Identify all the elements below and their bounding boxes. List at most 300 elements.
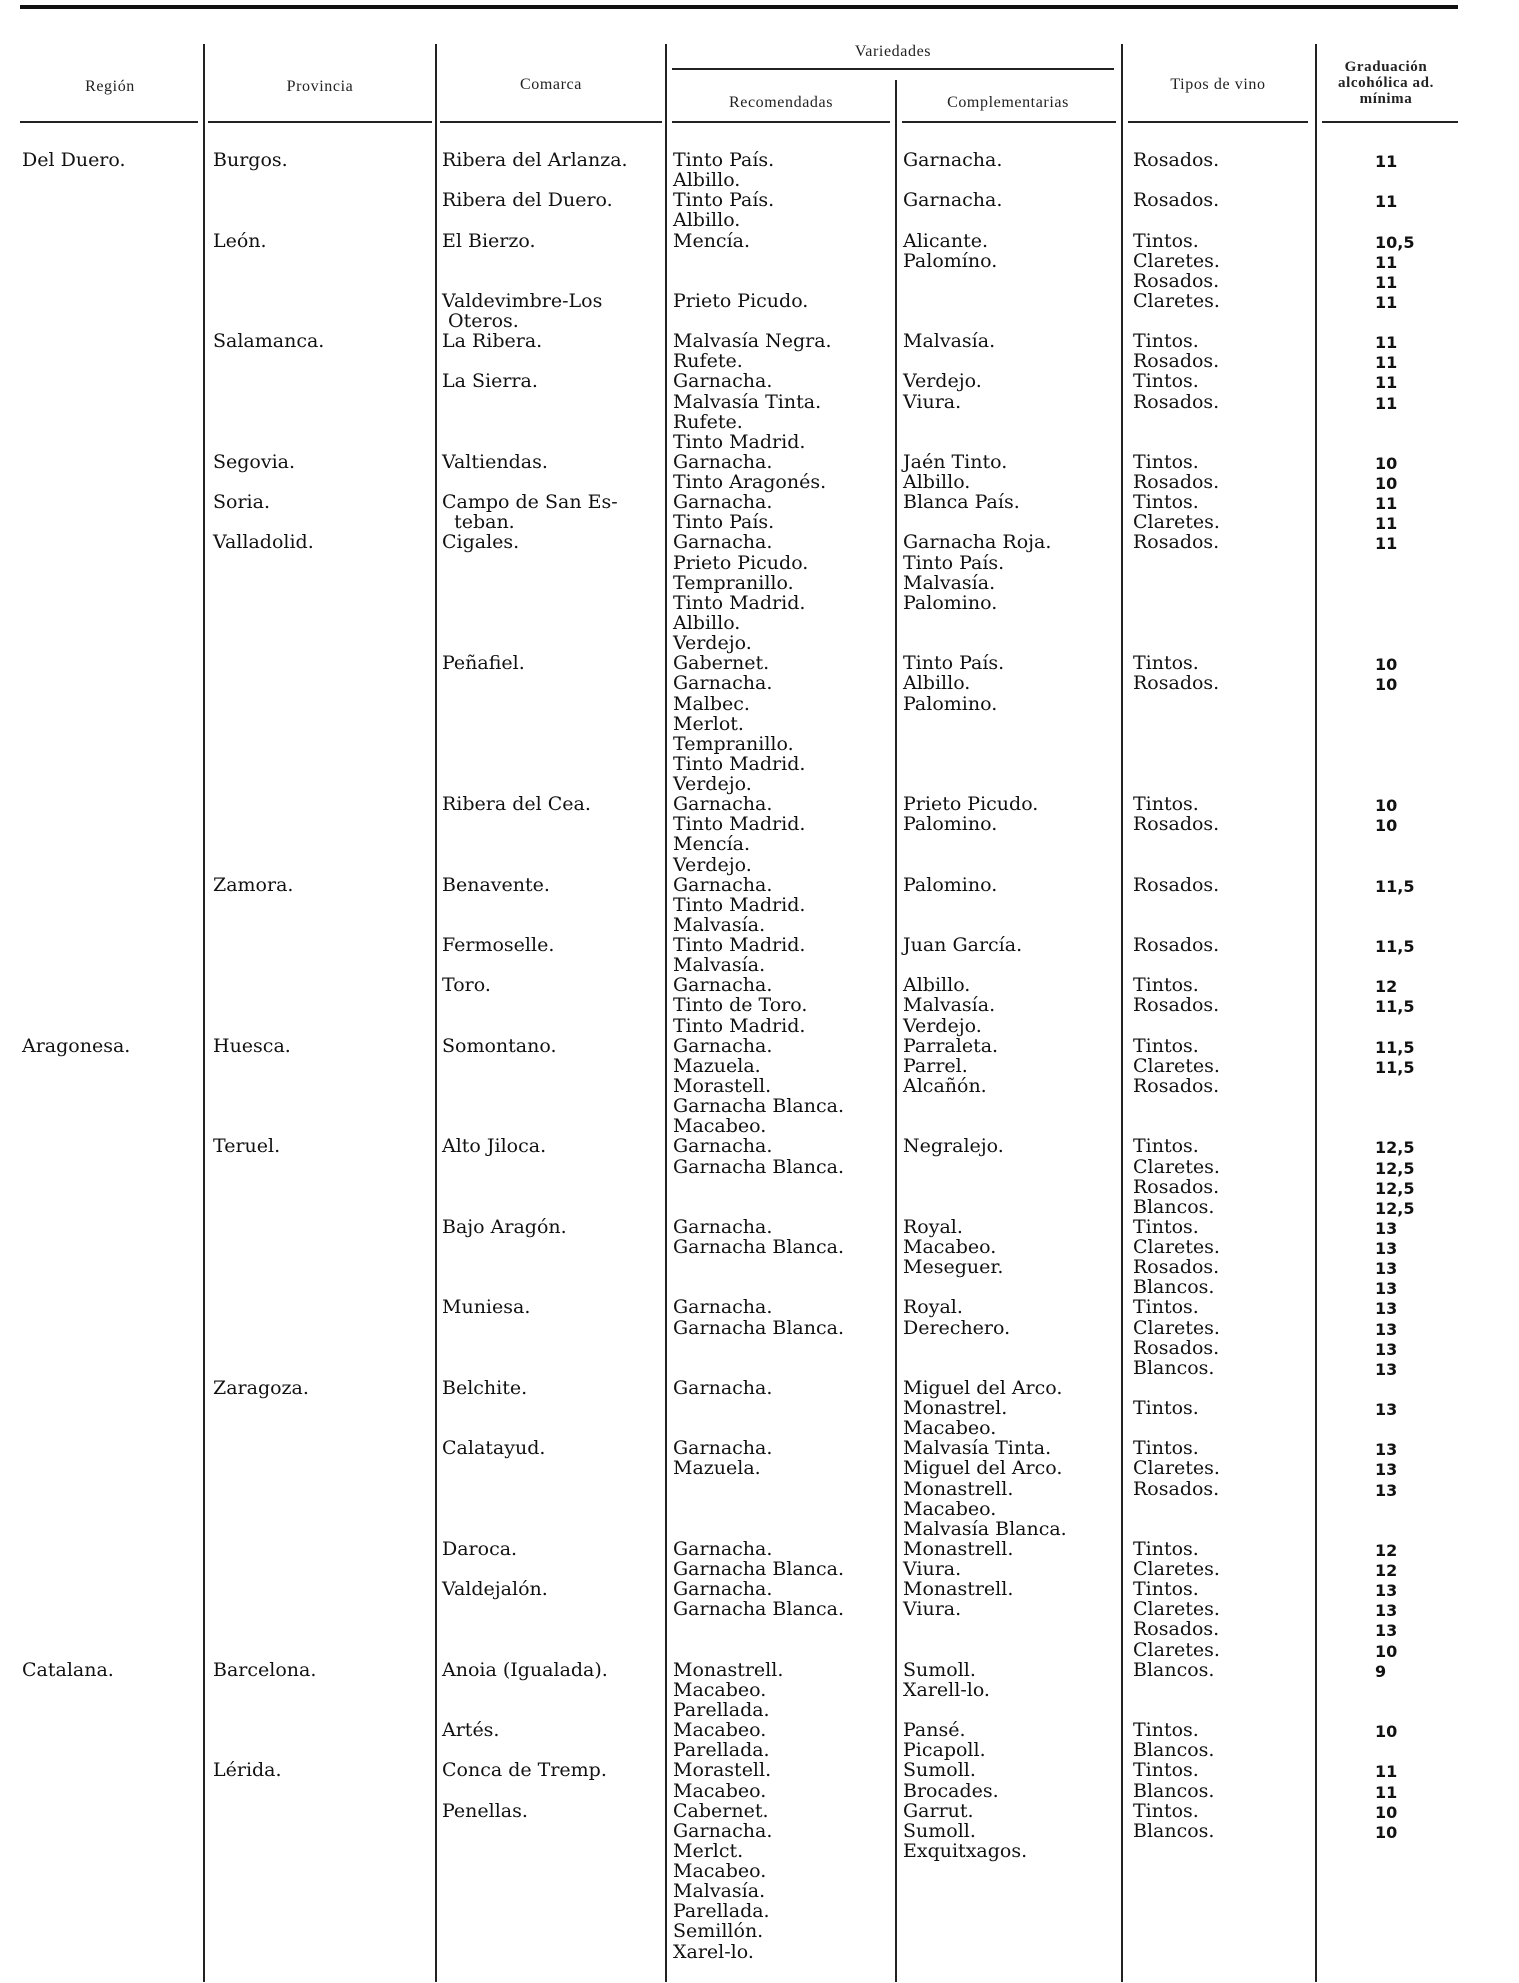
cell-tipos: Claretes. [1133,1638,1220,1661]
cell-recomendadas: Mencía. [673,833,751,856]
cell-provincia: Soria. [213,491,270,514]
column-divider-1 [203,44,205,1982]
cell-recomendadas: Garnacha. [673,370,773,393]
cell-tipos: Tintos. [1133,1215,1199,1238]
cell-recomendadas: Morastell. [673,1074,772,1097]
cell-recomendadas: Mazuela. [673,1054,761,1077]
cell-tipos: Rosados. [1133,1336,1220,1359]
cell-complementarias: Blanca País. [903,491,1020,514]
cell-tipos: Rosados. [1133,873,1220,896]
cell-region: Del Duero. [22,149,126,171]
cell-recomendadas: Tinto Madrid. [673,430,806,453]
rule-header-region [20,121,198,123]
cell-complementarias: Derechero. [903,1316,1011,1339]
cell-tipos: Tintos. [1133,450,1199,473]
cell-tipos: Claretes. [1133,1457,1220,1480]
cell-recomendadas: Malvasía. [673,954,766,977]
cell-graduacion: 10 [1375,1802,1398,1822]
cell-tipos: Blancos. [1133,1819,1215,1842]
cell-tipos: Rosados. [1133,1477,1220,1500]
cell-recomendadas: Parellada. [673,1900,770,1923]
cell-complementarias: Negralejo. [903,1135,1004,1158]
rule-header-complementarias [902,121,1116,123]
cell-tipos: Rosados. [1133,471,1220,494]
cell-recomendadas: Tinto País. [673,149,775,171]
cell-tipos: Tintos. [1133,1296,1199,1319]
cell-recomendadas: Gabernet. [673,652,770,675]
cell-tipos: Claretes. [1133,1558,1220,1581]
cell-complementarias: Brocades. [903,1779,999,1802]
cell-complementarias: Garnacha. [903,189,1003,212]
cell-graduacion: 12 [1375,1561,1398,1581]
cell-provincia: Teruel. [213,1135,281,1158]
cell-complementarias: Garnacha. [903,149,1003,171]
cell-recomendadas: Macabeo. [673,1779,767,1802]
cell-graduacion: 13 [1375,1339,1398,1359]
cell-recomendadas: Merlot. [673,712,744,735]
rule-header-graduacion [1322,121,1458,123]
cell-complementarias: Tinto País. [903,551,1005,574]
cell-recomendadas: Malbec. [673,692,750,715]
cell-recomendadas: Garnacha. [673,793,773,816]
cell-tipos: Rosados. [1133,1074,1220,1097]
cell-tipos: Tintos. [1133,1397,1199,1420]
cell-complementarias: Malvasía. [903,330,996,353]
cell-graduacion: 10 [1375,655,1398,675]
cell-graduacion: 13 [1375,1480,1398,1500]
cell-graduacion: 10 [1375,474,1398,494]
cell-recomendadas: Parellada. [673,1699,770,1721]
cell-tipos: Tintos. [1133,1034,1199,1057]
cell-tipos: Tintos. [1133,229,1199,252]
cell-tipos: Blancos. [1133,1739,1215,1762]
cell-comarca: El Bierzo. [442,229,536,252]
header-tipos-de-vino: Tipos de vino [1170,76,1266,93]
cell-tipos: Tintos. [1133,1135,1199,1158]
cell-graduacion: 12,5 [1375,1178,1415,1198]
cell-complementarias: Tinto País. [903,652,1005,675]
cell-tipos: Blancos. [1133,1356,1215,1379]
header-region: Región [85,78,135,95]
cell-comarca: Belchite. [442,1376,528,1399]
cell-graduacion: 11 [1375,272,1398,292]
rule-header-recomendadas [672,121,890,123]
cell-graduacion: 11,5 [1375,876,1415,896]
cell-recomendadas: Garnacha. [673,873,773,896]
cell-recomendadas: Monastrell. [673,1658,784,1681]
header-comarca: Comarca [520,76,582,93]
cell-tipos: Claretes. [1133,289,1220,312]
cell-tipos: Tintos. [1133,1437,1199,1460]
cell-complementarias: Meseguer. [903,1256,1004,1279]
cell-recomendadas: Garnacha. [673,531,773,554]
cell-comarca: Muniesa. [442,1296,531,1319]
cell-tipos: Blancos. [1133,1658,1215,1681]
cell-recomendadas: Prieto Picudo. [673,551,809,574]
cell-complementarias: Miguel del Arco. [903,1376,1063,1399]
cell-complementarias: Albillo. [903,974,971,997]
cell-comarca: Penellas. [442,1799,528,1822]
cell-comarca: teban. [442,511,515,534]
cell-complementarias: Palomino. [903,873,998,896]
cell-tipos: Tintos. [1133,1578,1199,1601]
cell-complementarias: Sumoll. [903,1658,976,1681]
cell-recomendadas: Rufete. [673,410,743,433]
cell-comarca: Toro. [442,974,491,997]
cell-complementarias: Picapoll. [903,1739,986,1762]
cell-complementarias: Alicante. [903,229,988,252]
cell-recomendadas: Garnacha Blanca. [673,1598,845,1621]
cell-graduacion: 13 [1375,1440,1398,1460]
cell-comarca: Somontano. [442,1034,557,1057]
cell-graduacion: 13 [1375,1359,1398,1379]
cell-graduacion: 11 [1375,192,1398,212]
cell-tipos: Rosados. [1133,189,1220,212]
cell-comarca: Peñafiel. [442,652,525,675]
header-graduacion: Graduación alcohólica ad. mínima [1338,59,1434,107]
cell-graduacion: 11,5 [1375,1057,1415,1077]
cell-comarca: Anoia (Igualada). [442,1658,608,1681]
cell-comarca: Benavente. [442,873,550,896]
cell-comarca: Ribera del Arlanza. [442,149,628,171]
cell-graduacion: 11 [1375,292,1398,312]
cell-graduacion: 13 [1375,1319,1398,1339]
cell-tipos: Rosados. [1133,531,1220,554]
cell-tipos: Rosados. [1133,390,1220,413]
cell-graduacion: 11,5 [1375,1037,1415,1057]
rule-variedades [672,68,1114,70]
cell-graduacion: 11 [1375,152,1398,171]
cell-recomendadas: Garnacha. [673,1296,773,1319]
cell-recomendadas: Malvasía. [673,1880,766,1903]
cell-comarca: Valdejalón. [442,1578,548,1601]
cell-graduacion: 12 [1375,1540,1398,1560]
cell-provincia: Zaragoza. [213,1376,309,1399]
cell-complementarias: Verdejo. [903,1014,982,1037]
cell-complementarias: Albillo. [903,471,971,494]
cell-recomendadas: Tinto Aragonés. [673,471,827,494]
cell-provincia: Burgos. [213,149,288,171]
cell-complementarias: Sumoll. [903,1819,976,1842]
cell-tipos: Tintos. [1133,974,1199,997]
cell-complementarias: Pansé. [903,1719,966,1742]
header-complementarias: Complementarias [947,94,1069,111]
cell-recomendadas: Malvasía. [673,913,766,936]
cell-tipos: Blancos. [1133,1276,1215,1299]
cell-complementarias: Monastrell. [903,1477,1014,1500]
cell-comarca: Daroca. [442,1537,518,1560]
cell-graduacion: 13 [1375,1601,1398,1621]
cell-graduacion: 12,5 [1375,1198,1415,1218]
cell-graduacion: 10 [1375,796,1398,816]
cell-complementarias: Royal. [903,1215,963,1238]
cell-tipos: Blancos. [1133,1779,1215,1802]
cell-tipos: Tintos. [1133,370,1199,393]
cell-complementarias: Macabeo. [903,1417,997,1440]
cell-recomendadas: Garnacha. [673,974,773,997]
cell-graduacion: 11 [1375,1762,1398,1782]
cell-recomendadas: Tempranillo. [673,571,794,594]
cell-recomendadas: Tinto País. [673,189,775,212]
cell-comarca: Conca de Tremp. [442,1759,607,1782]
cell-tipos: Tintos. [1133,1799,1199,1822]
cell-tipos: Tintos. [1133,1719,1199,1742]
cell-recomendadas: Garnacha. [673,1437,773,1460]
cell-complementarias: Xarell-lo. [903,1678,990,1701]
column-divider-4 [895,80,897,1982]
cell-tipos: Claretes. [1133,1054,1220,1077]
cell-comarca: Valtiendas. [442,450,548,473]
cell-recomendadas: Verdejo. [673,632,752,655]
cell-complementarias: Alcañón. [903,1074,987,1097]
cell-recomendadas: Tinto de Toro. [673,994,808,1017]
cell-complementarias: Exquitxagos. [903,1839,1028,1862]
cell-recomendadas: Xarel-lo. [673,1940,754,1963]
cell-recomendadas: Rufete. [673,350,743,373]
cell-complementarias: Monastrel. [903,1397,1008,1420]
rule-header-provincia [208,121,432,123]
cell-provincia: Huesca. [213,1034,291,1057]
cell-tipos: Rosados. [1133,350,1220,373]
cell-graduacion: 13 [1375,1581,1398,1601]
cell-tipos: Claretes. [1133,1236,1220,1259]
cell-graduacion: 13 [1375,1259,1398,1279]
cell-complementarias: Macabeo. [903,1236,997,1259]
cell-complementarias: Viura. [903,1598,962,1621]
cell-provincia: León. [213,229,267,252]
cell-tipos: Rosados. [1133,813,1220,836]
cell-graduacion: 10 [1375,1822,1398,1842]
cell-comarca: Cigales. [442,531,520,554]
cell-comarca: La Ribera. [442,330,543,353]
rule-header-comarca [440,121,662,123]
cell-tipos: Claretes. [1133,1316,1220,1339]
cell-comarca: Ribera del Cea. [442,793,591,816]
cell-recomendadas: Macabeo. [673,1719,767,1742]
cell-graduacion: 12,5 [1375,1138,1415,1158]
cell-recomendadas: Tinto Madrid. [673,813,806,836]
cell-recomendadas: Garnacha Blanca. [673,1236,845,1259]
cell-recomendadas: Tinto País. [673,511,775,534]
cell-recomendadas: Garnacha. [673,1215,773,1238]
cell-recomendadas: Malvasía Negra. [673,330,832,353]
cell-graduacion: 13 [1375,1460,1398,1480]
cell-complementarias: Malvasía. [903,571,996,594]
cell-graduacion: 13 [1375,1218,1398,1238]
cell-graduacion: 11 [1375,393,1398,413]
cell-recomendadas: Verdejo. [673,773,752,796]
cell-recomendadas: Morastell. [673,1759,772,1782]
cell-complementarias: Parraleta. [903,1034,999,1057]
cell-graduacion: 9 [1375,1661,1387,1681]
cell-recomendadas: Mencía. [673,229,751,252]
cell-recomendadas: Semillón. [673,1920,764,1943]
cell-complementarias: Albillo. [903,672,971,695]
cell-recomendadas: Tempranillo. [673,732,794,755]
cell-graduacion: 13 [1375,1400,1398,1420]
cell-comarca: Bajo Aragón. [442,1215,567,1238]
cell-recomendadas: Garnacha. [673,491,773,514]
cell-tipos: Rosados. [1133,934,1220,957]
column-divider-6 [1315,44,1317,1982]
cell-tipos: Claretes. [1133,511,1220,534]
cell-complementarias: Parrel. [903,1054,968,1077]
cell-recomendadas: Albillo. [673,209,741,232]
cell-comarca: Fermoselle. [442,934,555,957]
cell-complementarias: Jaén Tinto. [903,450,1008,473]
cell-recomendadas: Garnacha. [673,1537,773,1560]
cell-complementarias: Garnacha Roja. [903,531,1052,554]
cell-graduacion: 11 [1375,1782,1398,1802]
cell-complementarias: Royal. [903,1296,963,1319]
cell-provincia: Segovia. [213,450,296,473]
cell-tipos: Tintos. [1133,1759,1199,1782]
cell-graduacion: 10 [1375,1641,1398,1661]
cell-complementarias: Palomino. [903,813,998,836]
cell-recomendadas: Tinto Madrid. [673,1014,806,1037]
cell-graduacion: 11 [1375,373,1398,393]
cell-recomendadas: Garnacha Blanca. [673,1095,845,1118]
cell-provincia: Zamora. [213,873,294,896]
column-divider-2 [435,44,437,1982]
cell-comarca: Artés. [442,1719,500,1742]
cell-complementarias: Juan García. [903,934,1023,957]
cell-graduacion: 11,5 [1375,937,1415,957]
cell-tipos: Tintos. [1133,491,1199,514]
cell-complementarias: Viura. [903,390,962,413]
cell-recomendadas: Garnacha. [673,450,773,473]
cell-recomendadas: Tinto Madrid. [673,752,806,775]
column-divider-5 [1121,44,1123,1982]
cell-complementarias: Palomino. [903,692,998,715]
cell-complementarias: Garrut. [903,1799,974,1822]
cell-tipos: Rosados. [1133,1175,1220,1198]
cell-complementarias: Monastrell. [903,1578,1014,1601]
cell-region: Catalana. [22,1658,114,1681]
cell-graduacion: 13 [1375,1279,1398,1299]
cell-graduacion: 10 [1375,1722,1398,1742]
cell-tipos: Tintos. [1133,330,1199,353]
cell-provincia: Barcelona. [213,1658,317,1681]
cell-tipos: Rosados. [1133,149,1220,171]
cell-tipos: Tintos. [1133,652,1199,675]
cell-provincia: Valladolid. [213,531,314,554]
top-rule [20,5,1458,9]
cell-tipos: Tintos. [1133,793,1199,816]
cell-tipos: Claretes. [1133,1155,1220,1178]
cell-tipos: Rosados. [1133,269,1220,292]
cell-recomendadas: Mazuela. [673,1457,761,1480]
cell-recomendadas: Parellada. [673,1739,770,1762]
cell-complementarias: Viura. [903,1558,962,1581]
cell-complementarias: Monastrell. [903,1537,1014,1560]
cell-graduacion: 11 [1375,353,1398,373]
cell-complementarias: Palomino. [903,591,998,614]
cell-graduacion: 12 [1375,977,1398,997]
cell-complementarias: Macabeo. [903,1497,997,1520]
cell-recomendadas: Garnacha Blanca. [673,1316,845,1339]
cell-complementarias: Verdejo. [903,370,982,393]
cell-recomendadas: Garnacha. [673,1034,773,1057]
cell-graduacion: 11 [1375,333,1398,353]
cell-complementarias: Malvasía. [903,994,996,1017]
cell-graduacion: 11 [1375,252,1398,272]
cell-comarca: Alto Jiloca. [442,1135,547,1158]
cell-comarca: La Sierra. [442,370,538,393]
header-variedades: Variedades [854,43,932,60]
cell-recomendadas: Garnacha. [673,672,773,695]
header-provincia: Provincia [286,78,354,95]
cell-comarca: Valdevimbre-Los [442,289,603,312]
cell-comarca: Calatayud. [442,1437,546,1460]
cell-tipos: Rosados. [1133,1618,1220,1641]
cell-graduacion: 13 [1375,1621,1398,1641]
cell-recomendadas: Garnacha. [673,1135,773,1158]
cell-tipos: Rosados. [1133,994,1220,1017]
cell-comarca: Oteros. [442,310,519,333]
cell-complementarias: Miguel del Arco. [903,1457,1063,1480]
cell-graduacion: 12,5 [1375,1158,1415,1178]
cell-comarca: Ribera del Duero. [442,189,613,212]
cell-recomendadas: Garnacha. [673,1578,773,1601]
cell-graduacion: 11 [1375,534,1398,554]
cell-recomendadas: Merlct. [673,1839,744,1862]
cell-recomendadas: Cabernet. [673,1799,769,1822]
cell-tipos: Rosados. [1133,672,1220,695]
cell-graduacion: 13 [1375,1239,1398,1259]
header-recomendadas: Recomendadas [728,94,834,111]
cell-recomendadas: Albillo. [673,611,741,634]
cell-recomendadas: Garnacha Blanca. [673,1155,845,1178]
cell-graduacion: 10 [1375,453,1398,473]
cell-tipos: Claretes. [1133,249,1220,272]
cell-graduacion: 13 [1375,1299,1398,1319]
cell-recomendadas: Garnacha. [673,1819,773,1842]
cell-recomendadas: Malvasía Tinta. [673,390,822,413]
cell-graduacion: 10 [1375,816,1398,836]
cell-complementarias: Sumoll. [903,1759,976,1782]
column-divider-3 [665,44,667,1982]
cell-recomendadas: Macabeo. [673,1115,767,1138]
cell-recomendadas: Tinto Madrid. [673,591,806,614]
cell-comarca: Campo de San Es- [442,491,618,514]
cell-complementarias: Palomíno. [903,249,998,272]
cell-tipos: Blancos. [1133,1195,1215,1218]
cell-tipos: Claretes. [1133,1598,1220,1621]
rule-header-tipos [1128,121,1308,123]
cell-complementarias: Malvasía Tinta. [903,1437,1052,1460]
cell-recomendadas: Garnacha. [673,1376,773,1399]
cell-graduacion: 11 [1375,494,1398,514]
cell-graduacion: 10,5 [1375,232,1415,252]
cell-graduacion: 10 [1375,675,1398,695]
cell-recomendadas: Macabeo. [673,1678,767,1701]
cell-complementarias: Prieto Picudo. [903,793,1039,816]
cell-recomendadas: Prieto Picudo. [673,289,809,312]
cell-region: Aragonesa. [22,1034,131,1057]
cell-recomendadas: Garnacha Blanca. [673,1558,845,1581]
cell-provincia: Lérida. [213,1759,282,1782]
cell-recomendadas: Macabeo. [673,1860,767,1883]
cell-recomendadas: Tinto Madrid. [673,893,806,916]
cell-tipos: Rosados. [1133,1256,1220,1279]
cell-recomendadas: Albillo. [673,169,741,192]
cell-graduacion: 11,5 [1375,997,1415,1017]
cell-provincia: Salamanca. [213,330,325,353]
cell-tipos: Tintos. [1133,1537,1199,1560]
cell-recomendadas: Verdejo. [673,853,752,876]
cell-recomendadas: Tinto Madrid. [673,934,806,957]
